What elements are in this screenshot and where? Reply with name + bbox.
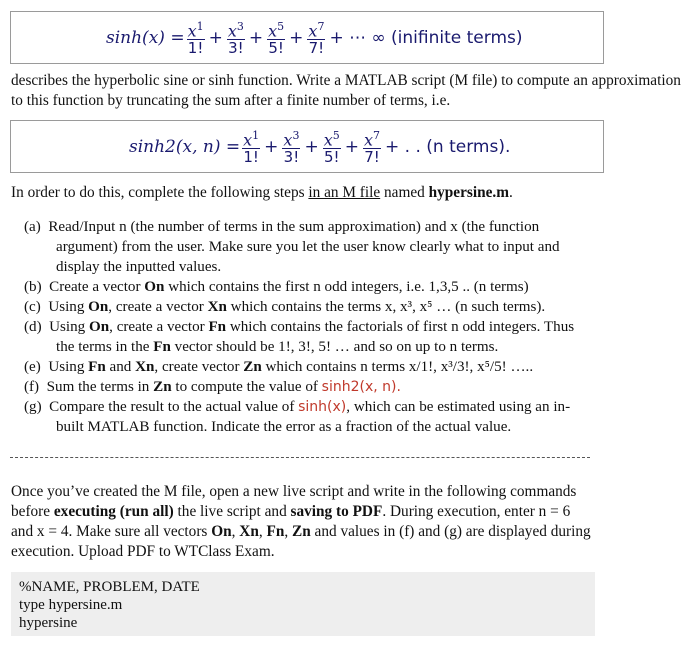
fraction-term-1: $\frac{x^1}{1!}$ <box>187 19 204 58</box>
fraction2-term-1: $\frac{x^1}{1!}$ <box>243 128 260 167</box>
intro-paragraph: describes the hyperbolic sine or sinh function. Write a MATLAB script (M file) to compute an approximation to this function by truncating the sum after a finite number of terms, i.e. <box>11 72 681 109</box>
step-b: (b) Create a vector On which contains the first n odd integers, i.e. 1,3,5 .. (n terms) <box>24 279 529 295</box>
code-line-2: type hypersine.m <box>19 597 123 613</box>
live-script-paragraph: Once you’ve created the M file, open a new live script and write in the following commands before executing (run all) the live script and saving to PDF. During execution, enter n = 6 and x = 4. Make sure all vectors On, Xn, Fn, Zn and values in (f) and (g) are displayed during execution. Upload PDF to WTClass Exam. <box>11 483 591 560</box>
step-c: (c) Using On, create a vector Xn which contains the terms x, x³, x⁵ … (n such terms). <box>24 299 546 315</box>
equation-sinh-box <box>10 11 604 64</box>
code-block <box>11 572 595 636</box>
filename-bold: hypersine.m <box>428 184 509 201</box>
fraction-term-2: $\frac{x^3}{3!}$ <box>227 19 244 58</box>
dashed-separator <box>10 457 590 458</box>
equation-sinh: sinh(x) = $\frac{x^1}{1!}$ + $\frac{x^3}{3!}$ + $\frac{x^5}{5!}$ + $\frac{x^7}{7!}$ + ⋯ ∞ (inifinite terms) <box>106 19 523 58</box>
code-line-3: hypersine <box>19 615 78 631</box>
instructions-paragraph: In order to do this, complete the following steps in an M file named hypersine.m. <box>11 184 513 201</box>
steps-list <box>24 217 584 437</box>
step-a: (a) Read/Input n (the number of terms in the sum approximation) and x (the function argument) from the user. Make sure you let the user know clearly what to input and display the inputted values. <box>24 219 560 275</box>
equation2-tail: + . . (n terms). <box>385 136 511 157</box>
sinh-inline-math: sinh(x) <box>298 399 347 415</box>
equation-sinh2: sinh2(x, n) = $\frac{x^1}{1!}$ + $\frac{x^3}{3!}$ + $\frac{x^5}{5!}$ + $\frac{x^7}{7!}$ + . . (n terms). <box>129 128 511 167</box>
equation2-lhs: sinh2(x, n) = <box>129 136 241 157</box>
equation-lhs: sinh(x) = <box>106 27 185 48</box>
fraction2-term-4: $\frac{x^7}{7!}$ <box>363 128 381 167</box>
sinh2-inline-math: sinh2(x, n). <box>321 379 401 395</box>
step-f: (f) Sum the terms in Zn to compute the value of sinh2(x, n). <box>24 379 401 395</box>
fraction2-term-3: $\frac{x^5}{5!}$ <box>323 128 340 167</box>
fraction-term-3: $\frac{x^5}{5!}$ <box>268 19 285 58</box>
fraction-term-4: $\frac{x^7}{7!}$ <box>308 19 325 58</box>
step-e: (e) Using Fn and Xn, create vector Zn which contains n terms x/1!, x³/3!, x⁵/5! ….. <box>24 359 534 375</box>
code-line-1: %NAME, PROBLEM, DATE <box>19 579 200 595</box>
fraction2-term-2: $\frac{x^3}{3!}$ <box>283 128 300 167</box>
m-file-underline: in an M file <box>308 184 381 201</box>
equation-tail: + ⋯ ∞ (inifinite terms) <box>329 27 523 48</box>
equation-sinh2-box <box>10 120 604 173</box>
step-d: (d) Using On, create a vector Fn which contains the factorials of first n odd integers. Thus the terms in the Fn vector should be 1!, 3!, 5! … and so on up to n terms. <box>24 319 575 355</box>
step-g: (g) Compare the result to the actual value of sinh(x), which can be estimated using an in-built MATLAB function. Indicate the error as a fraction of the actual value. <box>24 399 571 435</box>
